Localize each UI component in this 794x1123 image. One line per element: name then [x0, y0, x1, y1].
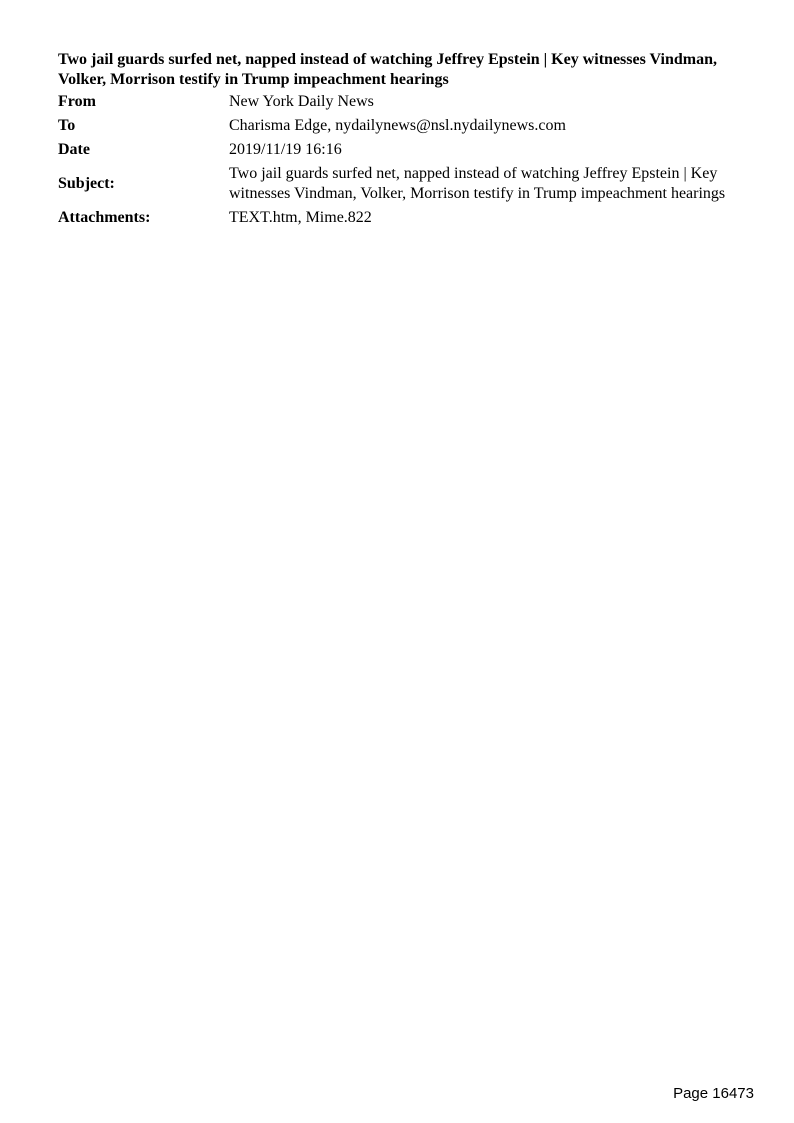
email-title: Two jail guards surfed net, napped instead of watching Jeffrey Epstein | Key witnesses Vindman, Volker, Morrison testify in Trump impeachment hearings — [58, 51, 717, 88]
date-label: Date — [58, 141, 90, 158]
to-label: To — [58, 117, 76, 134]
date-value: 2019/11/19 16:16 — [229, 141, 342, 158]
to-value: Charisma Edge, nydailynews@nsl.nydailynews.com — [229, 117, 566, 134]
subject-value: Two jail guards surfed net, napped instead of watching Jeffrey Epstein | Key witnesses Vindman, Volker, Morrison testify in Trump impeachment hearings — [229, 165, 726, 202]
page-number: Page 16473 — [673, 1085, 754, 1102]
date-row — [58, 140, 749, 164]
subject-label: Subject: — [58, 175, 115, 192]
from-value: New York Daily News — [229, 93, 374, 110]
attachments-row — [58, 208, 749, 228]
email-header-table — [58, 92, 749, 228]
to-row — [58, 116, 749, 140]
subject-row — [58, 164, 749, 208]
from-label: From — [58, 93, 96, 110]
attachments-label: Attachments: — [58, 209, 151, 226]
attachments-value: TEXT.htm, Mime.822 — [229, 209, 372, 226]
from-row — [58, 92, 749, 116]
